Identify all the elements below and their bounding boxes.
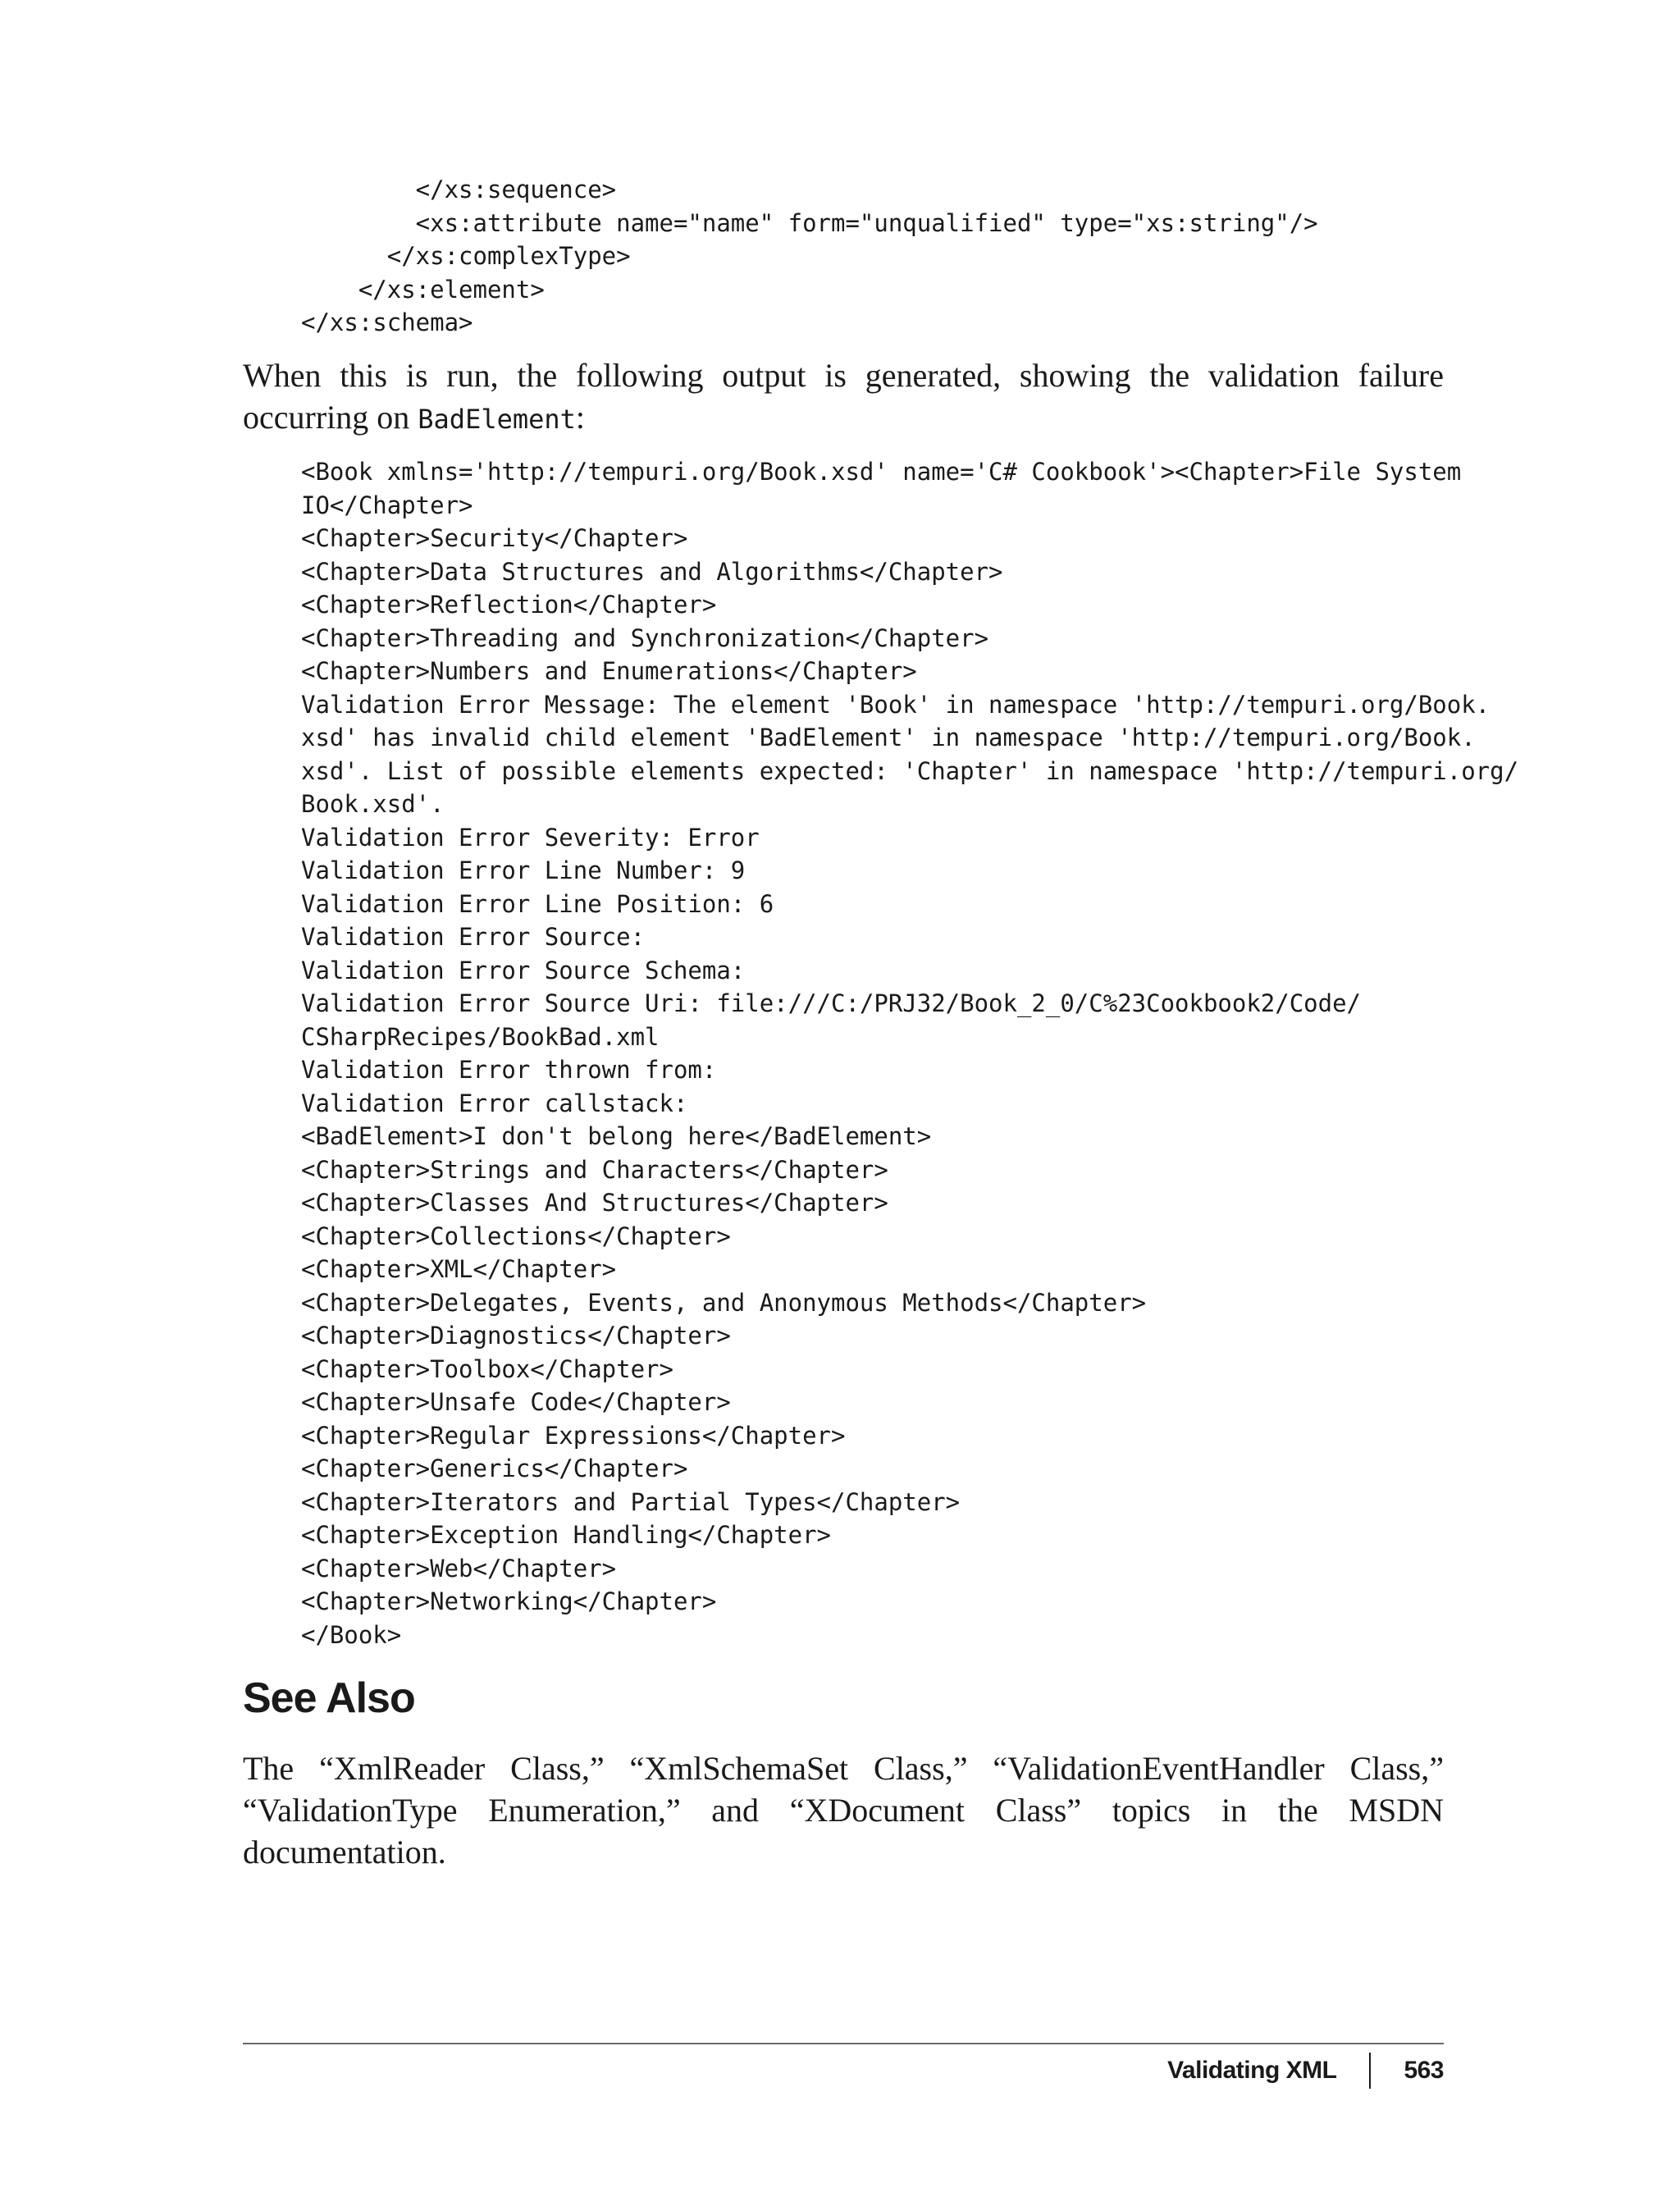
intro-text: When this is run, the following output is generated, showing the validation failure occurring on <box>243 357 1444 436</box>
intro-paragraph <box>243 354 1444 441</box>
footer-separator <box>1369 2053 1371 2089</box>
page-footer <box>1167 2053 1444 2089</box>
code-output-line: <Chapter>Reflection</Chapter> <box>301 591 717 619</box>
code-output-line: Validation Error callstack: <box>301 1089 688 1117</box>
code-output-line: <Chapter>Strings and Characters</Chapter> <box>301 1155 888 1184</box>
code-output-line: xsd' has invalid child element 'BadElement' in namespace 'http://tempuri.org/Book. <box>301 724 1476 751</box>
code-output-line: <Chapter>Networking</Chapter> <box>301 1587 717 1615</box>
code-output-line: Validation Error Source Schema: <box>301 956 746 984</box>
code-top-line: </xs:element> <box>301 275 545 304</box>
page-number: 563 <box>1404 2057 1444 2084</box>
see-also-paragraph: The “XmlReader Class,” “XmlSchemaSet Class,” “ValidationEventHandler Class,” “ValidationType Enumeration,” and “XDocument Class” topics in the MSDN documentation. <box>243 1750 1444 1870</box>
code-output-line: Validation Error Line Position: 6 <box>301 889 774 918</box>
code-output-line: <Chapter>Iterators and Partial Types</Chapter> <box>301 1487 961 1516</box>
code-output-line: <Chapter>Generics</Chapter> <box>301 1455 688 1482</box>
code-output-line: <Chapter>Regular Expressions</Chapter> <box>301 1421 846 1450</box>
code-output-line: <Chapter>Threading and Synchronization</Chapter> <box>301 623 989 652</box>
code-output-line: <Chapter>Diagnostics</Chapter> <box>301 1322 731 1350</box>
code-output-line: <Chapter>Web</Chapter> <box>301 1554 617 1583</box>
code-output-line: Validation Error Severity: Error <box>301 823 760 852</box>
code-output-line: <Chapter>Security</Chapter> <box>301 524 688 552</box>
code-output-line: Validation Error Source Uri: file:///C:/PRJ32/Book_2_0/C%23Cookbook2/Code/ <box>301 989 1362 1017</box>
code-top-line: </xs:complexType> <box>301 242 631 270</box>
code-output-line: Validation Error thrown from: <box>301 1056 717 1084</box>
code-output-line: Validation Error Message: The element 'Book' in namespace 'http://tempuri.org/Book. <box>301 690 1491 719</box>
code-output-line: <Chapter>XML</Chapter> <box>301 1255 617 1283</box>
code-output-line: <Chapter>Unsafe Code</Chapter> <box>301 1388 731 1416</box>
code-listing-schema-end <box>301 173 1318 340</box>
code-top-line: </xs:schema> <box>301 308 473 336</box>
code-output-line: <Chapter>Classes And Structures</Chapter> <box>301 1189 888 1217</box>
code-output-line: <Chapter>Numbers and Enumerations</Chapter> <box>301 657 917 685</box>
code-output-line: IO</Chapter> <box>301 491 473 519</box>
code-output-line: <Chapter>Toolbox</Chapter> <box>301 1354 673 1383</box>
intro-text-end: : <box>575 399 586 436</box>
section-heading-see-also: See Also <box>243 1674 415 1722</box>
code-output-line: <Chapter>Delegates, Events, and Anonymous Methods</Chapter> <box>301 1288 1147 1317</box>
footer-section-title: Validating XML <box>1167 2057 1337 2084</box>
code-top-line: </xs:sequence> <box>301 176 617 203</box>
code-output-line: <Chapter>Data Structures and Algorithms</Chapter> <box>301 557 1003 586</box>
code-output-line: <Chapter>Collections</Chapter> <box>301 1222 731 1250</box>
code-output-line: Validation Error Line Number: 9 <box>301 856 746 884</box>
footer-divider <box>243 2043 1444 2044</box>
code-output-line: <BadElement>I don't belong here</BadElement> <box>301 1122 932 1150</box>
code-output-line: xsd'. List of possible elements expected: 'Chapter' in namespace 'http://tempuri.org/ <box>301 756 1519 785</box>
code-top-line: <xs:attribute name="name" form="unqualified" type="xs:string"/> <box>301 208 1318 237</box>
code-output-line: Validation Error Source: <box>301 923 646 951</box>
code-output-line: Book.xsd'. <box>301 790 445 818</box>
code-listing-validation-output <box>301 455 1518 1651</box>
code-output-line: <Book xmlns='http://tempuri.org/Book.xsd' name='C# Cookbook'><Chapter>File System <box>301 458 1462 486</box>
code-output-line: </Book> <box>301 1620 402 1649</box>
inline-code-badelement: BadElement <box>418 404 576 435</box>
code-output-line: CSharpRecipes/BookBad.xml <box>301 1022 660 1051</box>
code-output-line: <Chapter>Exception Handling</Chapter> <box>301 1521 832 1549</box>
